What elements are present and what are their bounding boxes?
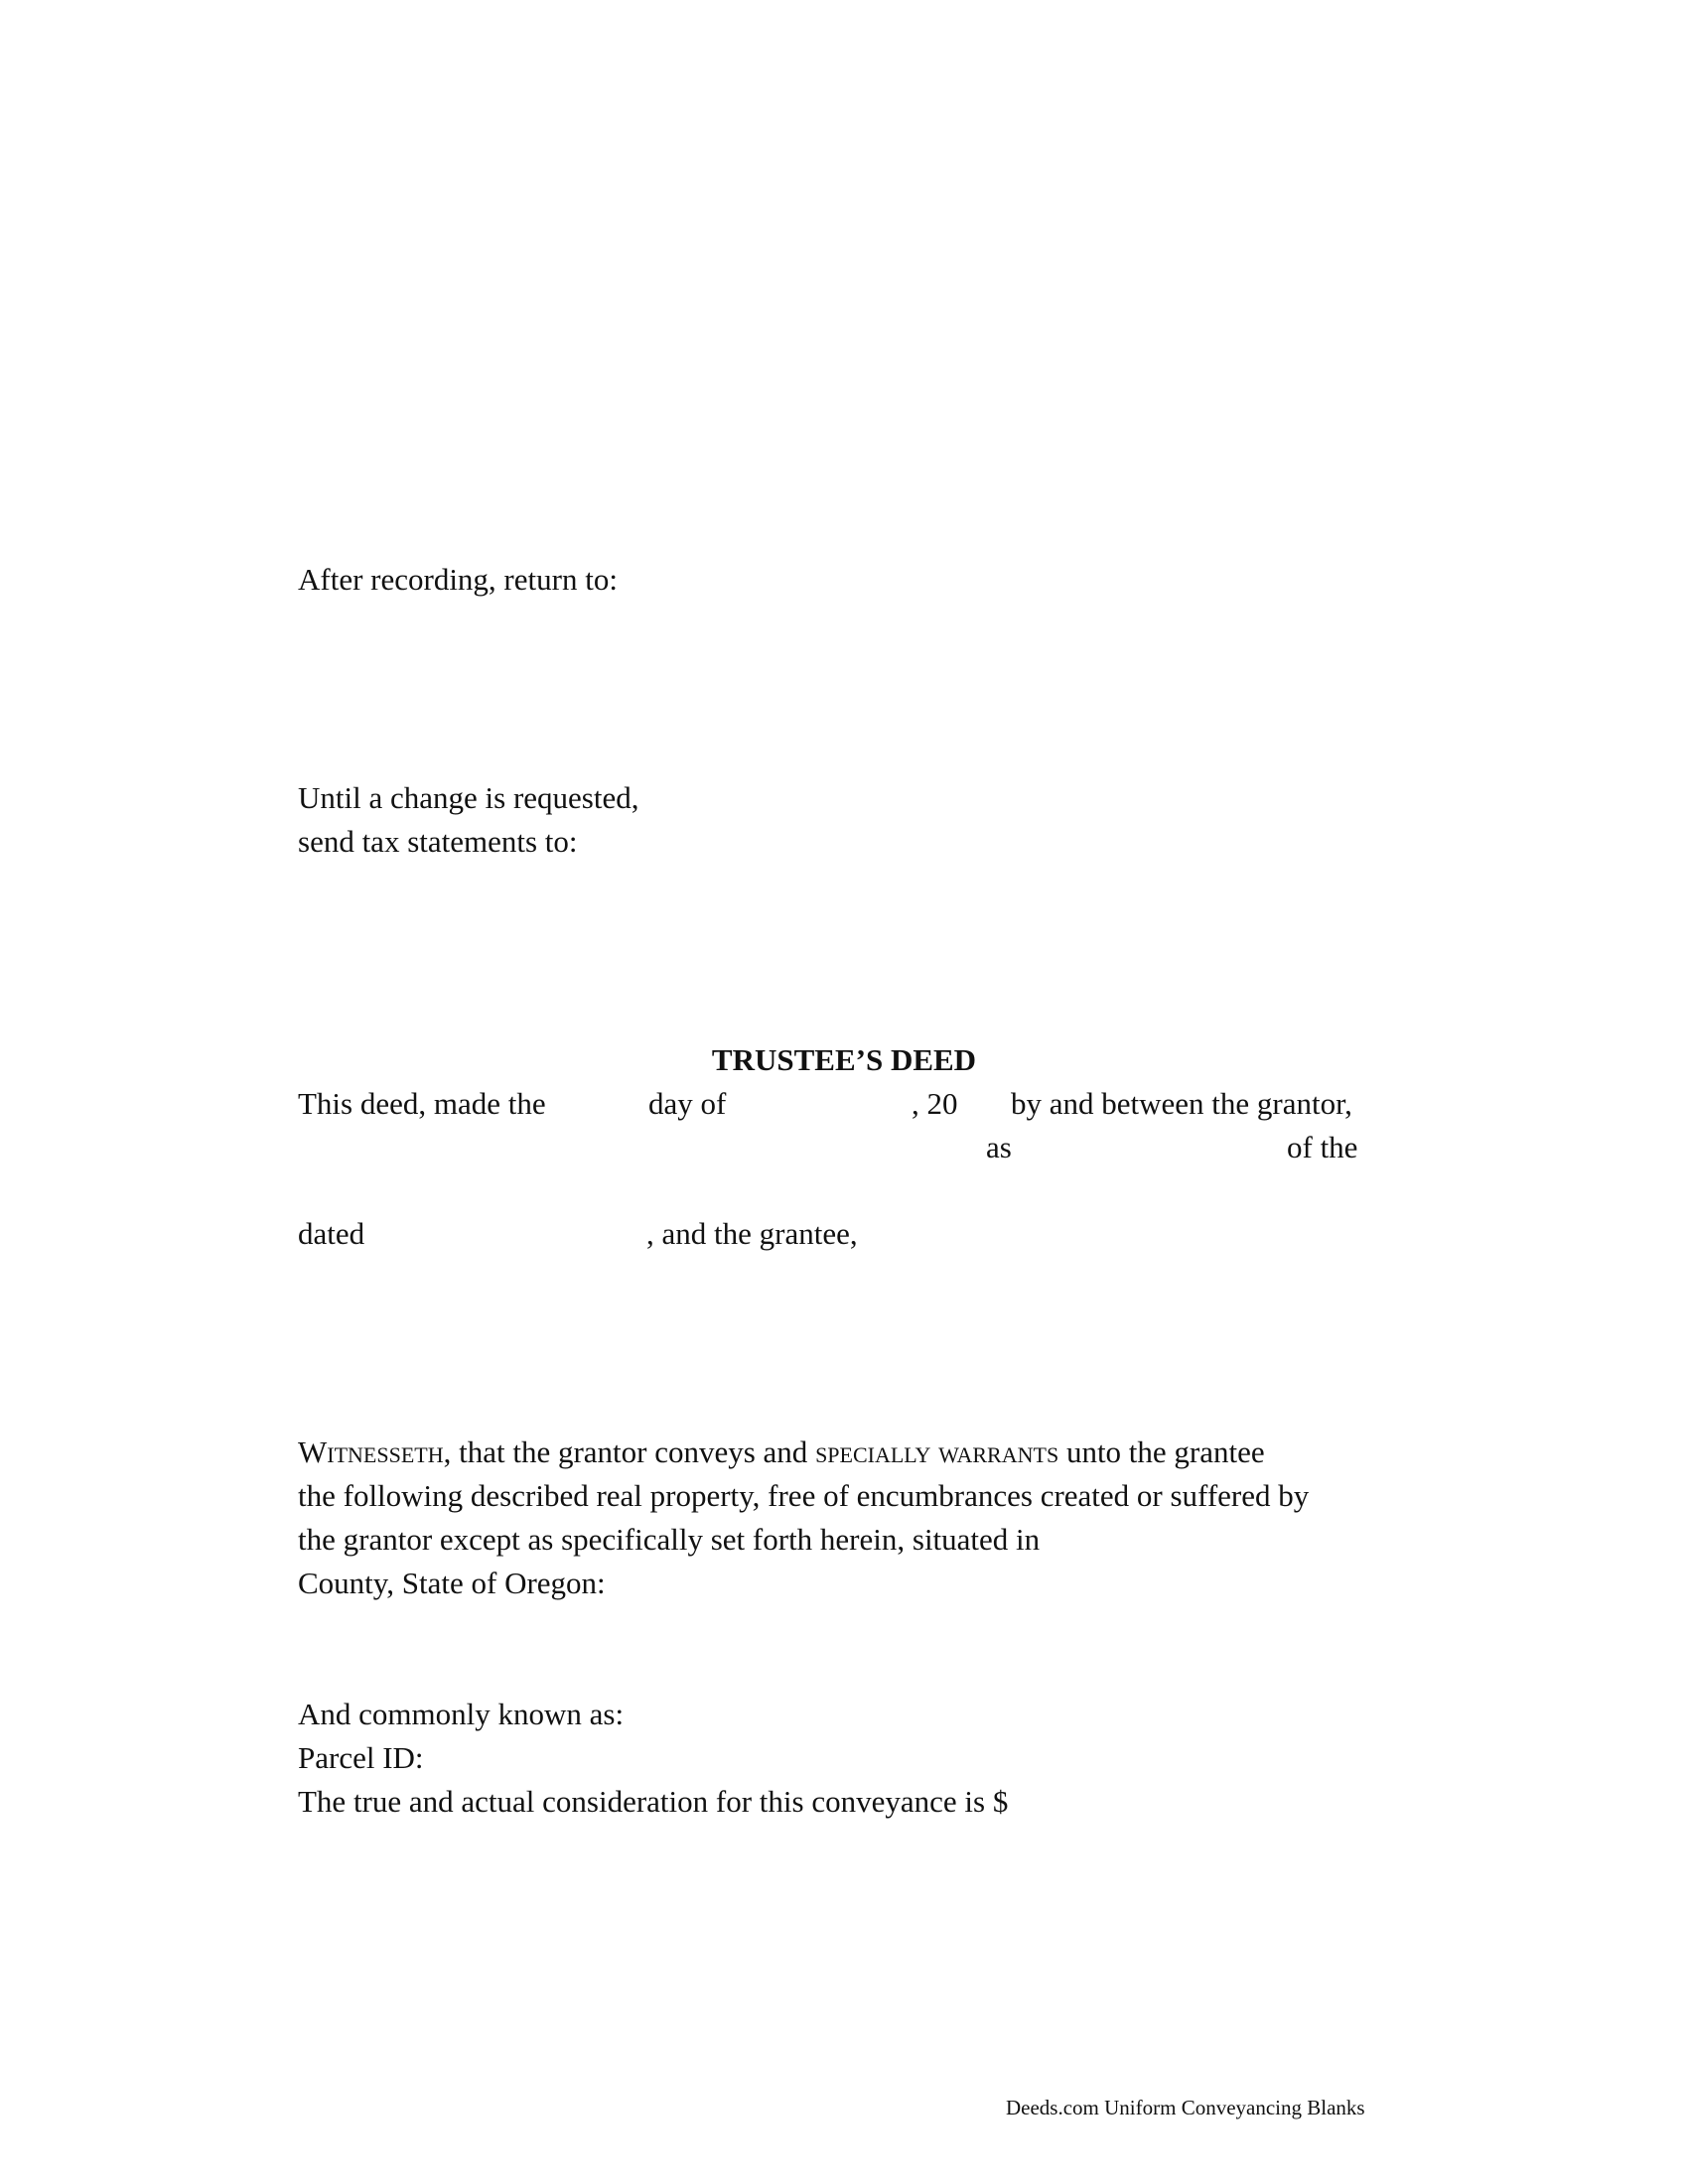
return-to-label: After recording, return to:	[298, 562, 618, 597]
intro-made-the: This deed, made the	[298, 1086, 546, 1121]
parcel-id: Parcel ID:	[298, 1740, 424, 1775]
witness-part-1: , that the grantor conveys and	[443, 1434, 816, 1469]
specially-warrants-term: specially warrants	[815, 1434, 1059, 1469]
deed-title: TRUSTEE’S DEED	[711, 1042, 977, 1077]
intro-day-of: day of	[648, 1086, 727, 1121]
intro-grantee: , and the grantee,	[646, 1216, 858, 1251]
commonly-known-as: And commonly known as:	[298, 1697, 625, 1731]
tax-statements-line-1: Until a change is requested,	[298, 780, 639, 815]
footer-text: Deeds.com Uniform Conveyancing Blanks	[1006, 2096, 1365, 2119]
intro-as: as	[986, 1130, 1012, 1164]
witness-part-2: unto the grantee	[1058, 1434, 1265, 1469]
intro-year-prefix: , 20	[912, 1086, 958, 1121]
intro-dated: dated	[298, 1216, 365, 1251]
intro-between-grantor: by and between the grantor,	[1011, 1086, 1352, 1121]
witness-line-1	[298, 1436, 1265, 1467]
intro-of-the: of the	[1287, 1130, 1358, 1164]
tax-statements-line-2: send tax statements to:	[298, 824, 578, 859]
witness-line-4: County, State of Oregon:	[298, 1566, 606, 1600]
consideration: The true and actual consideration for this conveyance is $	[298, 1784, 1009, 1819]
witnesseth-term: Witnesseth	[298, 1434, 444, 1469]
witness-line-2: the following described real property, free of encumbrances created or suffered by	[298, 1478, 1310, 1513]
witness-line-3: the grantor except as specifically set forth herein, situated in	[298, 1522, 1041, 1557]
